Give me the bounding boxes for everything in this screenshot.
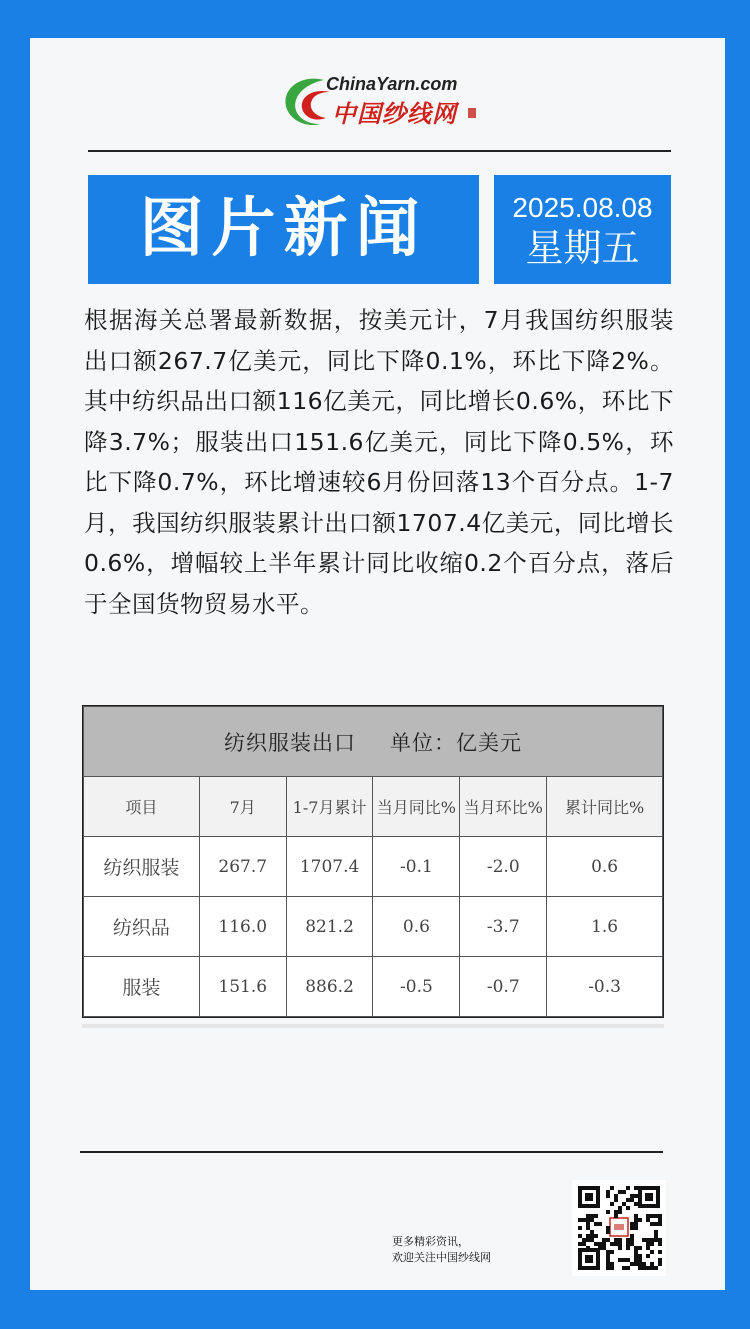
table-unit-text: 单位：亿美元 [390,730,522,755]
table-cell: -2.0 [460,837,547,897]
table-cell: 116.0 [199,897,286,957]
table-row [84,957,663,1017]
table-header-row [84,777,663,837]
header-cell: 当月环比% [460,777,547,837]
row-label: 服装 [84,957,200,1017]
qr-code-icon[interactable] [572,1180,666,1276]
table-cell: 0.6 [373,897,460,957]
logo-english-text: ChinaYarn.com [326,74,458,94]
table-cell: -3.7 [460,897,547,957]
chinayarn-logo[interactable] [280,70,480,134]
top-divider [88,150,671,152]
page-title: 图片新闻 [88,175,479,284]
header-cell: 7月 [199,777,286,837]
header-cell: 1-7月累计 [286,777,373,837]
header-cell: 项目 [84,777,200,837]
table-row [84,837,663,897]
date-box [494,175,671,284]
weekday-text: 星期五 [525,226,640,270]
footer-line-1: 更多精彩资讯， [392,1235,469,1248]
date-text: 2025.08.08 [512,192,653,223]
table-title-text: 纺织服装出口 [224,730,356,755]
table-cell: 1.6 [547,897,663,957]
logo-chinese-text: 中国纱线网 [332,99,457,128]
bottom-divider [80,1151,663,1153]
table-cell: 151.6 [199,957,286,1017]
table-cell: 821.2 [286,897,373,957]
footer-promo [392,1234,491,1266]
header-cell: 累计同比% [547,777,663,837]
table-cell: 267.7 [199,837,286,897]
news-card [30,38,725,1290]
article-body: 根据海关总署最新数据，按美元计，7月我国纺织服装出口额267.7亿美元，同比下降0.1%，环比下降2%。其中纺织品出口额116亿美元，同比增长0.6%，环比下降3.7%；服装出口151.6亿美元，同比下降0.5%，环比下降0.7%，环比增速较6月份回落13个百分点。1-7月，我国纺织服装累计出口额1707.4亿美元，同比增长0.6%，增幅较上半年累计同比收缩0.2个百分点，落后于全国货物贸易水平。 [84,306,674,618]
qr-code-graphic [572,1180,666,1276]
table-cell: 0.6 [547,837,663,897]
table-row [84,897,663,957]
footer-line-2: 欢迎关注中国纱线网 [392,1251,491,1264]
table-title [84,707,663,777]
logo-seal [468,108,476,118]
table-cell: -0.5 [373,957,460,1017]
row-label: 纺织品 [84,897,200,957]
row-label: 纺织服装 [84,837,200,897]
table-cell: -0.1 [373,837,460,897]
table-cell: -0.7 [460,957,547,1017]
table-cell: 1707.4 [286,837,373,897]
header-cell: 当月同比% [373,777,460,837]
table-cell: -0.3 [547,957,663,1017]
table-cell: 886.2 [286,957,373,1017]
export-table [82,705,664,1018]
table-shadow [82,1024,664,1028]
